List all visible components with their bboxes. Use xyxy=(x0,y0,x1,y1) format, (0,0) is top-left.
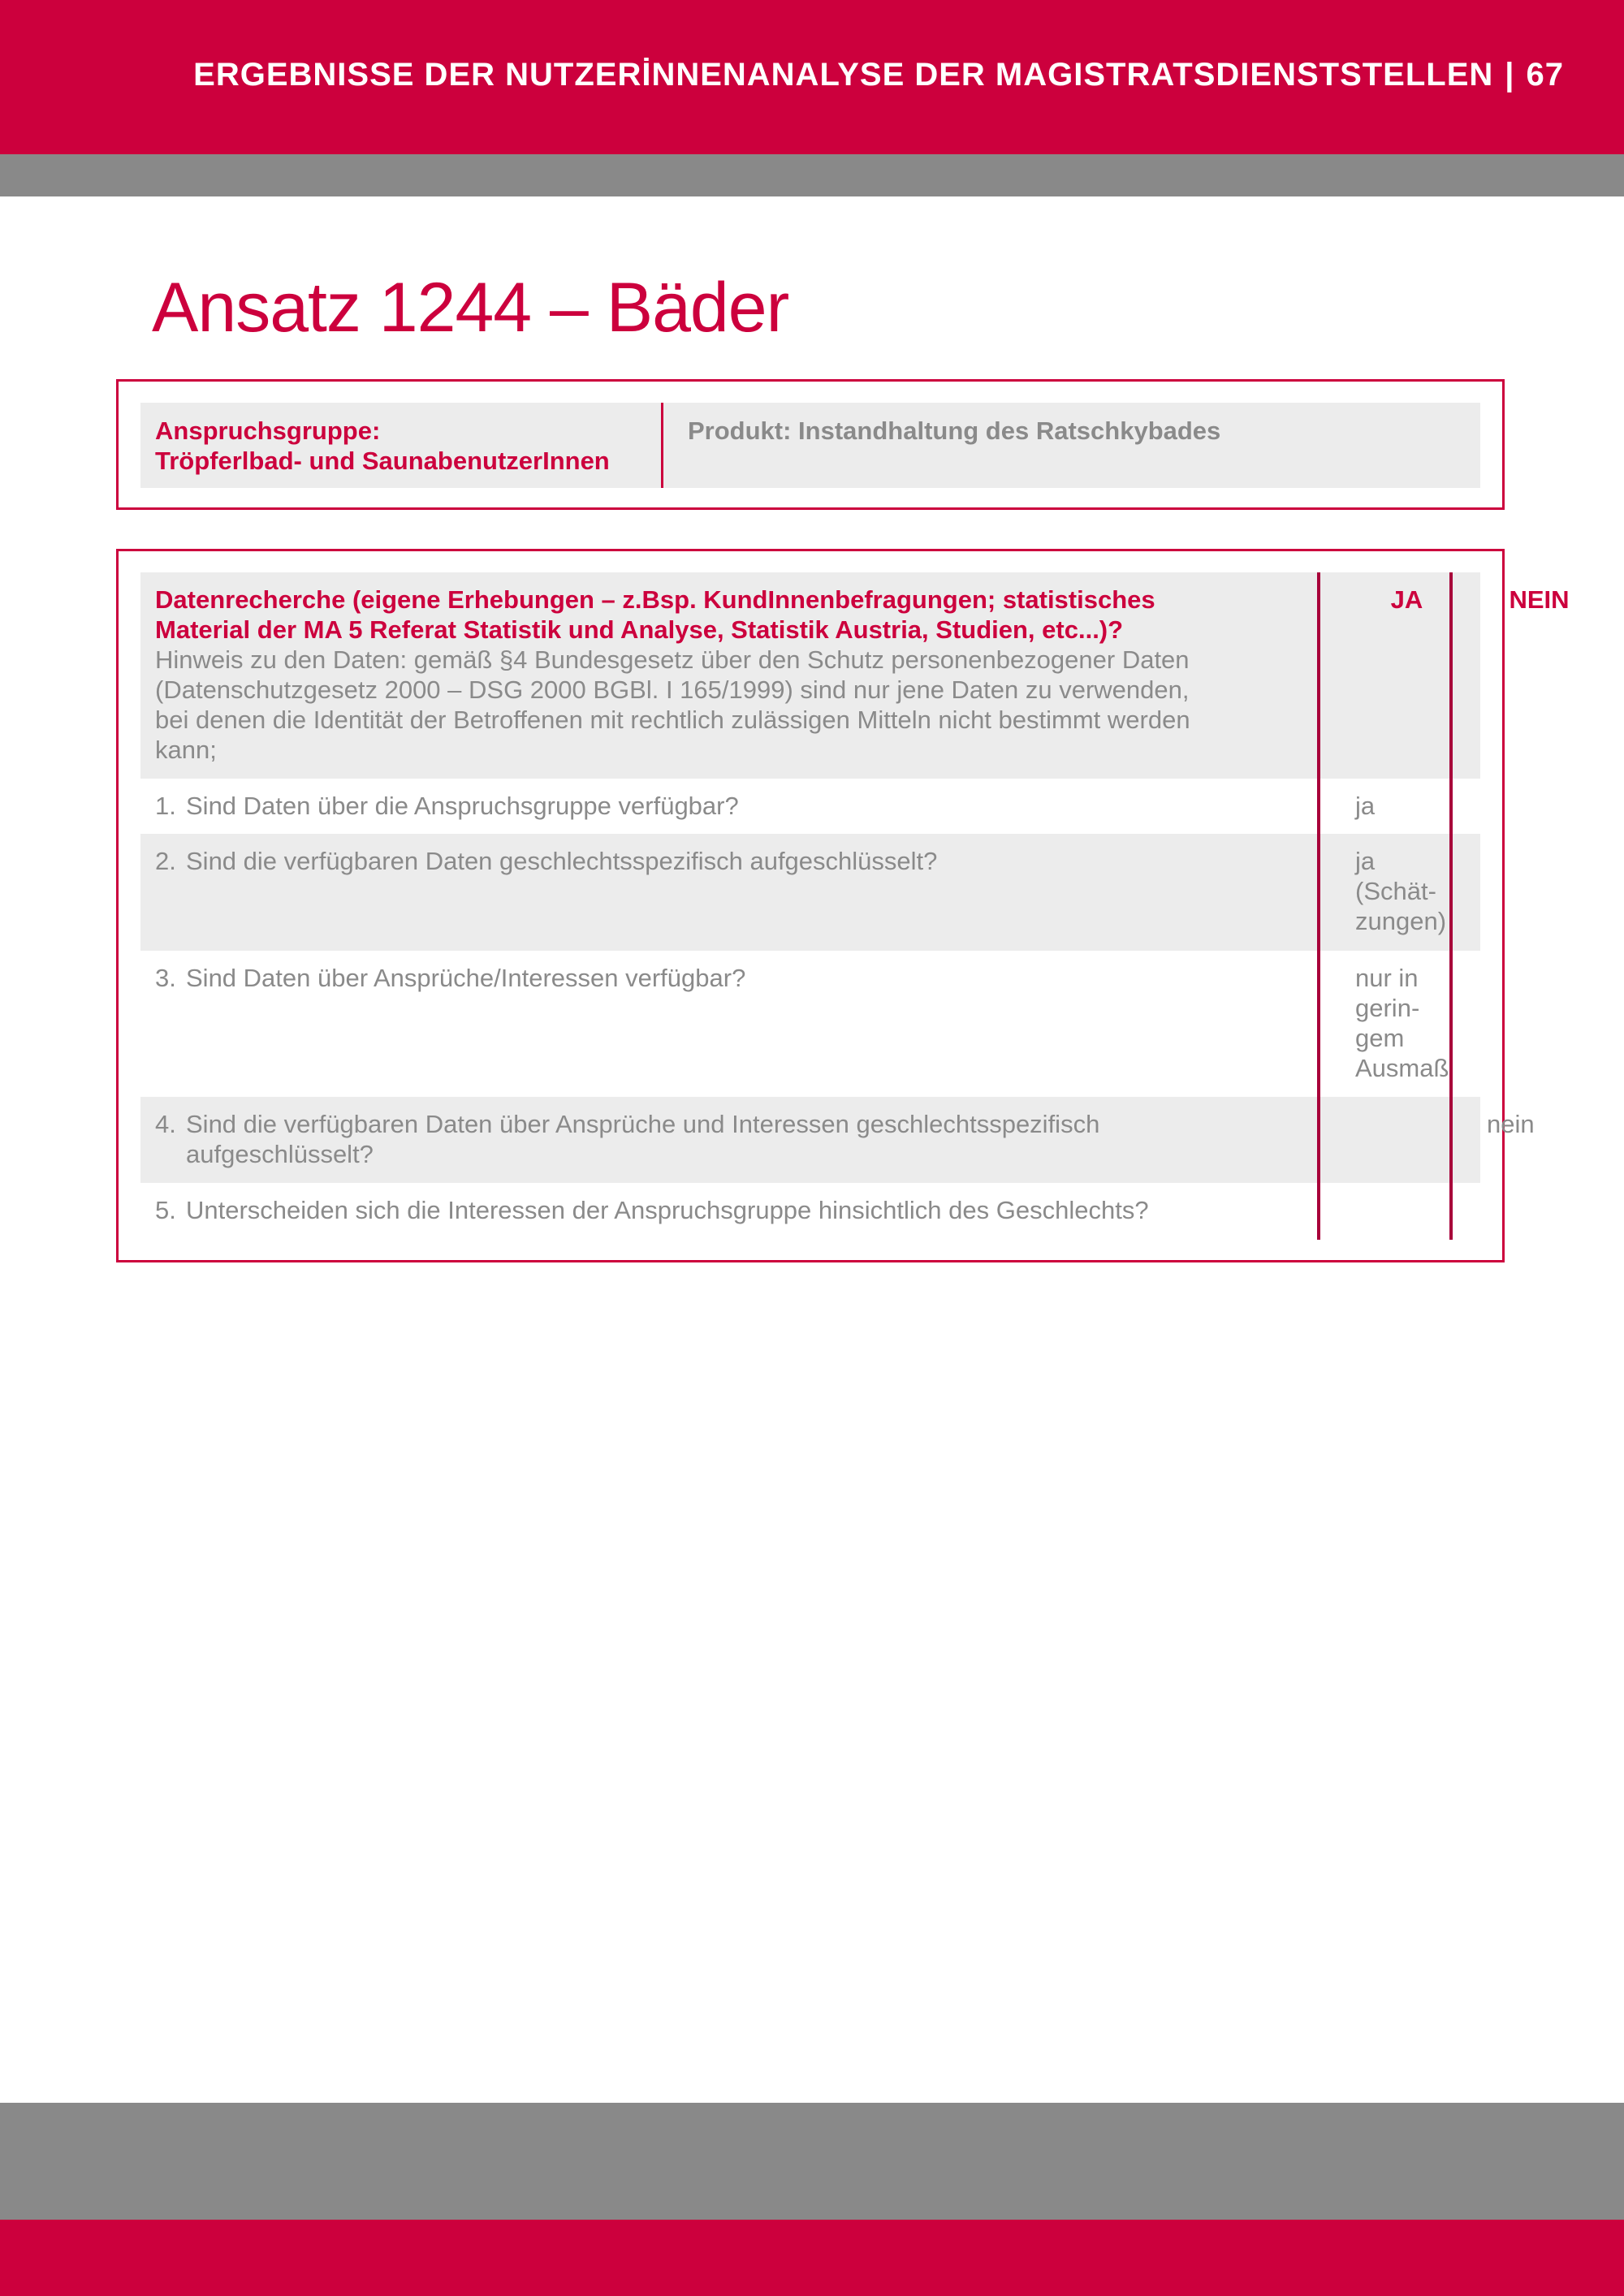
question-text: Sind Daten über die Anspruchsgruppe verfügbar? xyxy=(186,792,739,820)
question-number: 2. xyxy=(155,847,176,875)
table-header-text xyxy=(155,585,1203,765)
data-table xyxy=(140,572,1570,1240)
question-number: 1. xyxy=(155,792,176,820)
question-text: Sind Daten über Ansprüche/Interessen verfügbar? xyxy=(186,964,746,992)
page-number: 67 xyxy=(1526,57,1564,93)
column-divider-ja xyxy=(1317,572,1320,1240)
table-header-row xyxy=(140,572,1570,779)
question-number: 5. xyxy=(155,1196,176,1224)
column-ja-header: JA xyxy=(1390,585,1423,614)
running-header xyxy=(193,57,1564,93)
produkt-label: Produkt: Instandhaltung des Ratschkybades xyxy=(688,416,1221,445)
question-text: Sind die verfügbaren Daten geschlechtsspezifisch aufgeschlüsselt? xyxy=(186,847,938,875)
answer-nein: nein xyxy=(1487,1110,1535,1138)
header-title: ERGEBNISSE DER NUTZERİNNENANALYSE DER MAGISTRATSDIENSTSTELLEN xyxy=(193,57,1494,93)
question-text: Unterscheiden sich die Interessen der Anspruchsgruppe hinsichtlich des Geschlechts? xyxy=(186,1196,1149,1224)
info-box-inner xyxy=(140,403,1480,488)
question-cell xyxy=(140,1097,1196,1168)
header-stripe xyxy=(0,154,1624,196)
table-row xyxy=(140,779,1480,834)
question-number: 3. xyxy=(155,964,176,992)
table-row xyxy=(140,1183,1480,1240)
anspruchsgruppe-label: Anspruchsgruppe: xyxy=(155,416,381,445)
answer-ja: ja (Schätzungen) xyxy=(1355,847,1447,935)
table-row xyxy=(140,834,1480,951)
info-box xyxy=(116,379,1505,510)
anspruchsgruppe-value: Tröpferlbad- und SaunabenutzerInnen xyxy=(155,447,610,475)
answer-ja: nur in geringem Ausmaß xyxy=(1355,964,1449,1082)
footer-band xyxy=(0,2220,1624,2296)
header-separator: | xyxy=(1505,57,1515,93)
question-number: 4. xyxy=(155,1110,176,1138)
table-row xyxy=(140,951,1480,1097)
question-cell xyxy=(140,779,1196,820)
anspruchsgruppe-cell xyxy=(140,403,663,488)
page-title: Ansatz 1244 – Bäder xyxy=(152,269,789,347)
question-cell xyxy=(140,1183,1196,1224)
table-row xyxy=(140,1097,1535,1183)
footer-stripe xyxy=(0,2103,1624,2220)
data-table-box xyxy=(116,549,1570,1262)
question-text: Sind die verfügbaren Daten über Ansprüche und Interessen geschlechtsspezifisch aufgeschlüsselt? xyxy=(186,1110,1100,1168)
table-note: Hinweis zu den Daten: gemäß §4 Bundesgesetz über den Schutz personenbezogener Daten (Datenschutzgesetz 2000 – DSG 2000 BGBl. I 165/1999) sind nur jene Daten zu verwenden, bei denen die Identität der Betroffenen mit rechtlich zulässigen Mitteln nicht bestimmt werden kann; xyxy=(155,645,1190,764)
question-cell xyxy=(140,834,1196,875)
answer-ja: ja xyxy=(1355,792,1376,820)
question-cell xyxy=(140,951,1196,992)
column-divider-nein xyxy=(1449,572,1453,1240)
table-heading: Datenrecherche (eigene Erhebungen – z.Bsp. KundInnenbefragungen; statistisches Material der MA 5 Referat Statistik und Analyse, Statistik Austria, Studien, etc...)? xyxy=(155,585,1155,644)
column-nein-header: NEIN xyxy=(1509,585,1570,614)
